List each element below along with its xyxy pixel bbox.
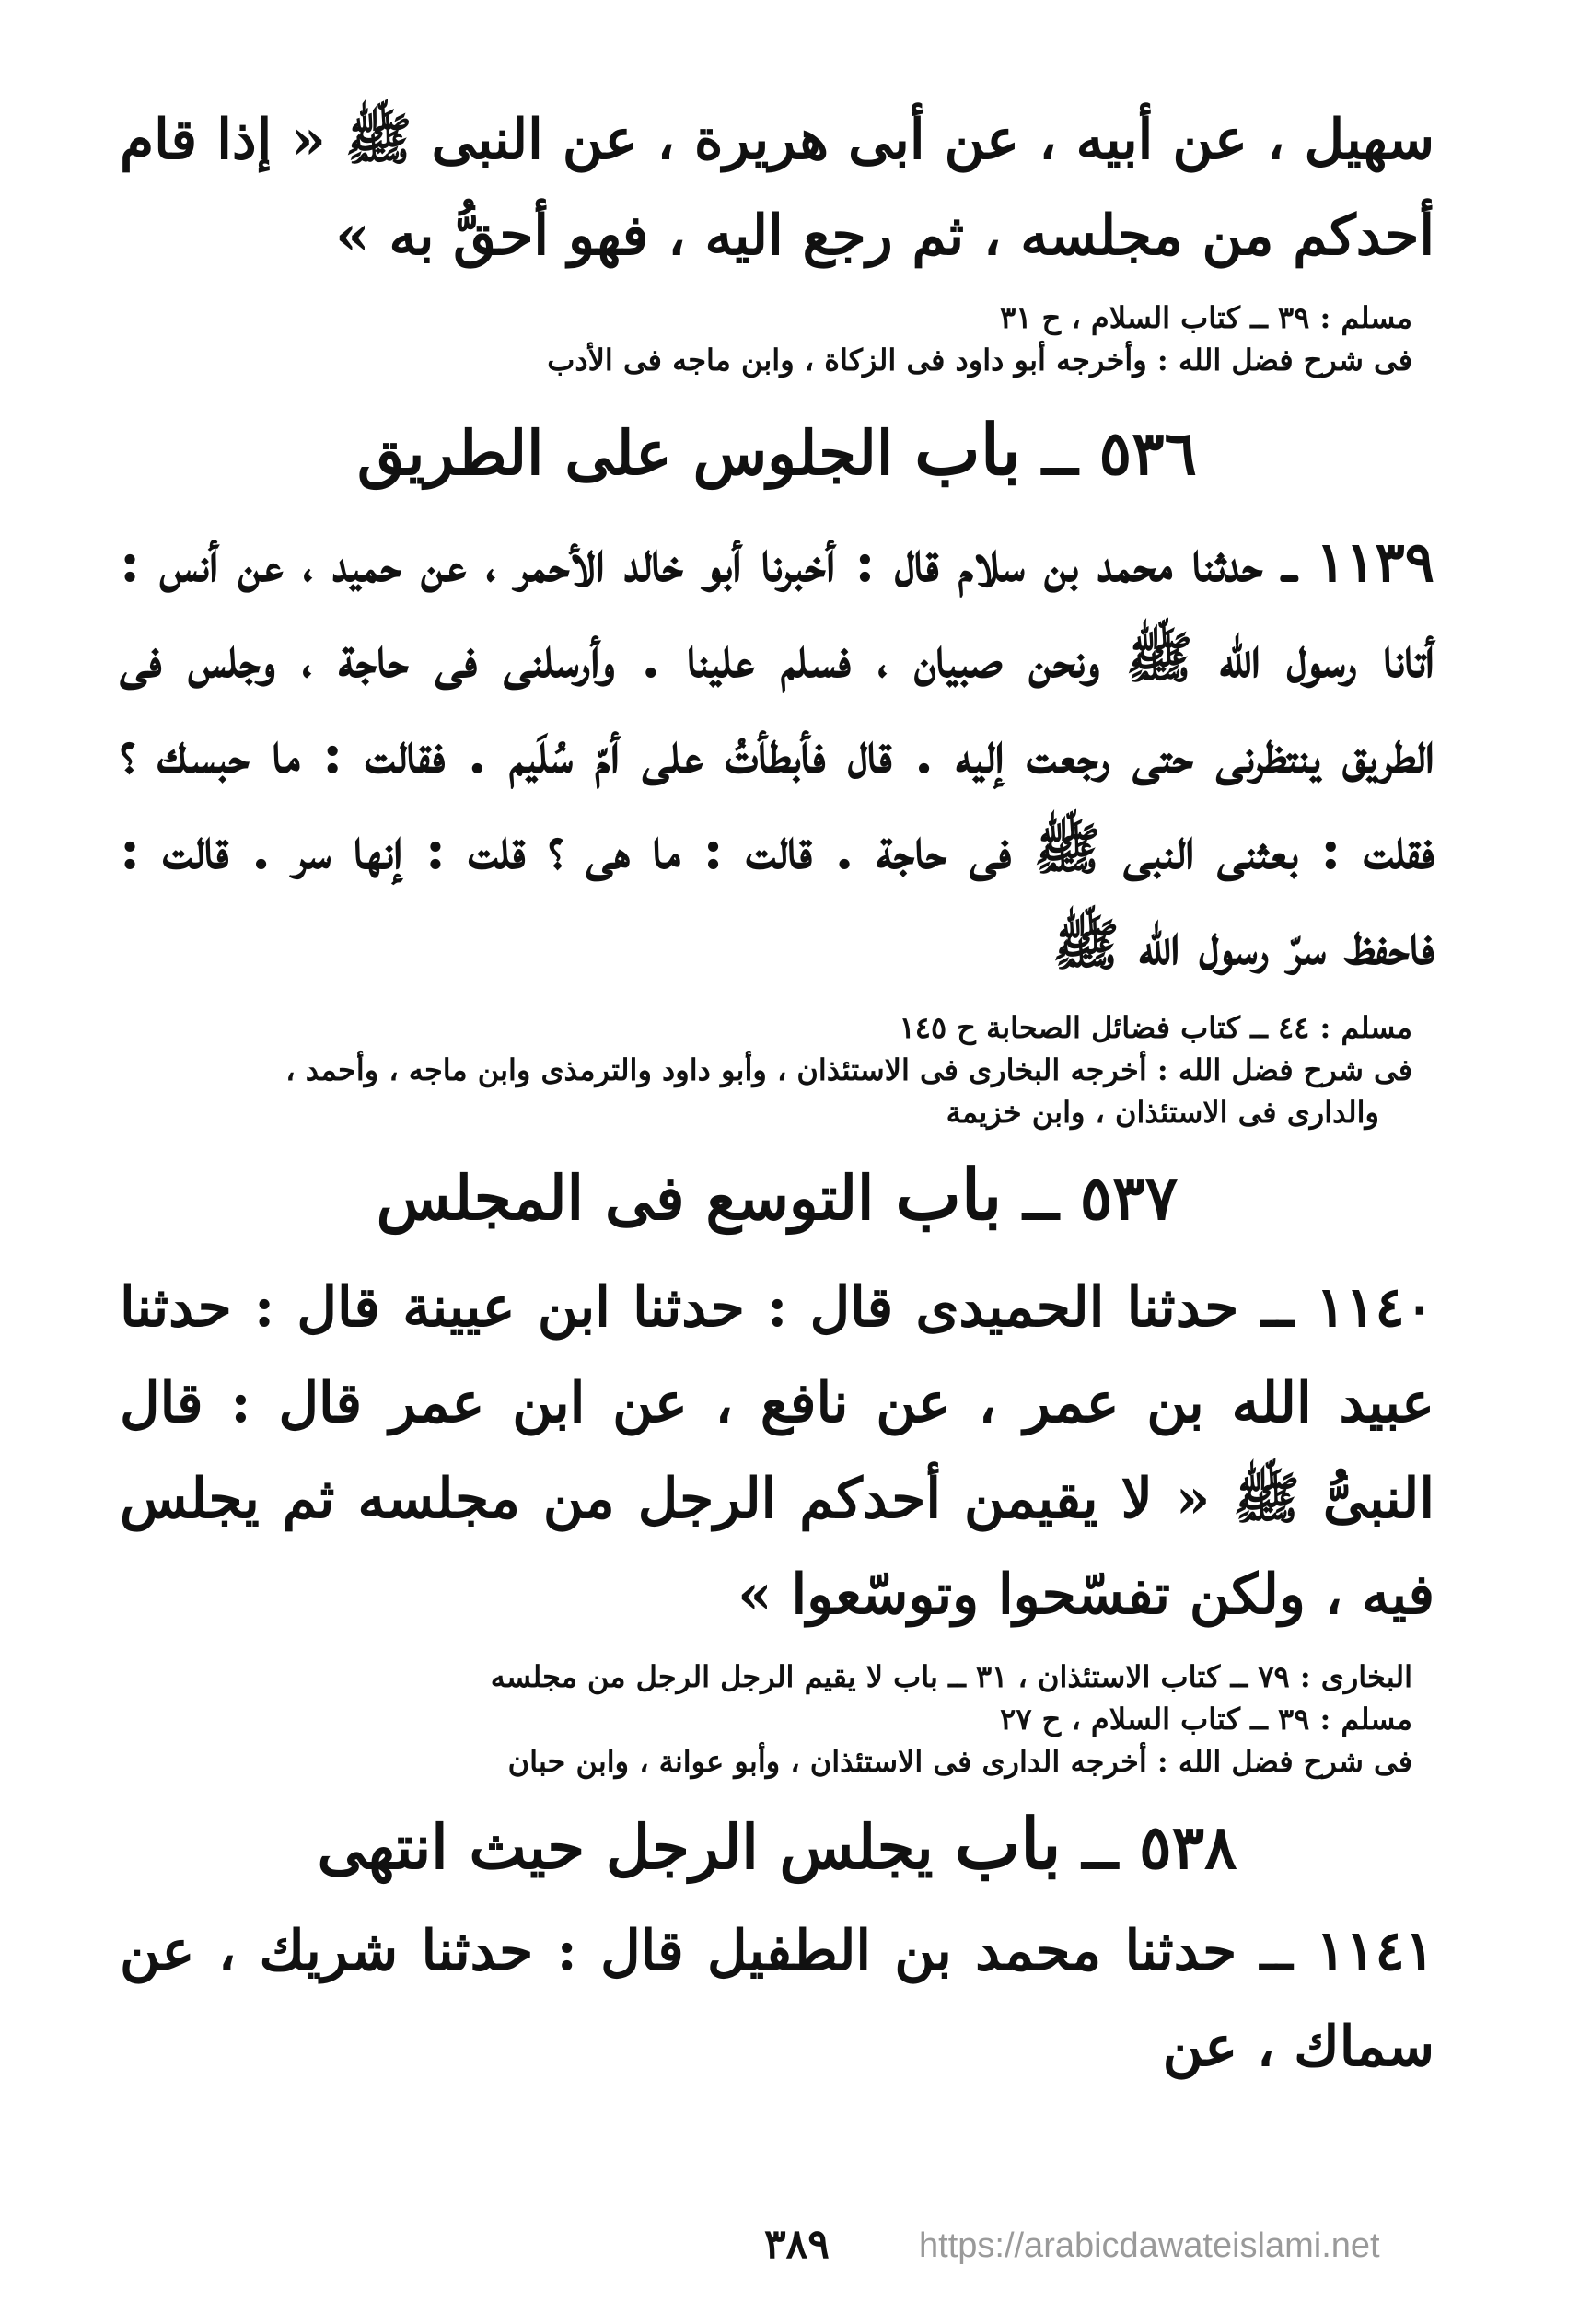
bab-word: باب	[914, 409, 1022, 491]
footnote-block	[120, 1656, 1434, 1783]
chapter-heading	[120, 1154, 1434, 1239]
watermark-url: https://arabicdawateislami.net	[919, 2226, 1380, 2265]
paragraph-text: ١١٤٠ ــ حدثنا الحميدى قال : حدثنا ابن عيينة قال : حدثنا عبيد الله بن عمر ، عن نافع ، عن ابن عمر قال : قال النبىُّ ﷺ « لا يقيمن أحدكم الرجل من مجلسه ثم يجلس فيه ، ولكن تفسّحوا وتوسّعوا »	[120, 1275, 1434, 1627]
hadith-1140	[120, 1260, 1434, 1643]
footnote-line: مسلم : ٣٩ ــ كتاب السلام ، ح ٢٧	[1000, 1702, 1412, 1737]
footnote-line: فى شرح فضل الله : أخرجه البخارى فى الاستئذان ، وأبو داود والترمذى وابن ماجه ، وأحمد ،	[285, 1052, 1412, 1087]
bab-word: باب	[954, 1803, 1062, 1885]
page-footer	[0, 2221, 1591, 2276]
chapter-number: ٥٣٨ ــ	[1082, 1811, 1237, 1883]
chapter-number: ٥٣٦ ــ	[1042, 417, 1198, 489]
chapter-heading	[120, 1803, 1434, 1888]
paragraph-text: سهيل ، عن أبيه ، عن أبى هريرة ، عن النبى ﷺ « إذا قام أحدكم من مجلسه ، ثم رجع اليه ، فهو أحقُّ به »	[120, 108, 1434, 268]
chapter-title: يجلس الرجل حيث انتهى	[317, 1811, 934, 1883]
chapter-heading	[120, 409, 1434, 494]
chapter-title: التوسع فى المجلس	[376, 1162, 875, 1234]
footnote-block	[120, 296, 1434, 381]
footnote-line: فى شرح فضل الله : أخرجه الدارى فى الاستئذان ، وأبو عوانة ، وابن حبان	[507, 1744, 1412, 1779]
paragraph-text: ١١٣٩ ــ حدثنا محمد بن سلام قال : أخبرنا أبو خالد الأحمر ، عن حميد ، عن أنس : أتانا رسول الله ﷺ ونحن صبيان ، فسلم علينا . وأرسلنى فى حاجة ، وجلس فى الطريق ينتظرنى حتى رجعت إليه . قال فأبطأتُ على أمّ سُلَيم . فقالت : ما حبسك ؟ فقلت : بعثنى النبى ﷺ فى حاجة . قالت : ما هى ؟ قلت : إنها سر . قالت : فاحفظ سرّ رسول الله ﷺ	[120, 530, 1434, 978]
hadith-1139	[120, 515, 1434, 994]
page-number: ٣٨٩	[764, 2221, 830, 2268]
footnote-line: مسلم : ٣٩ ــ كتاب السلام ، ح ٣١	[1000, 300, 1412, 335]
hadith-1141	[120, 1903, 1434, 2095]
chapter-title: الجلوس على الطريق	[356, 417, 894, 489]
chapter-number: ٥٣٧ ــ	[1023, 1162, 1179, 1234]
footnote-line: فى شرح فضل الله : وأخرجه أبو داود فى الزكاة ، وابن ماجه فى الأدب	[547, 343, 1412, 378]
paragraph-text: ١١٤١ ــ حدثنا محمد بن الطفيل قال : حدثنا شريك ، عن سماك ، عن	[120, 1919, 1434, 2079]
footnote-line: والدارى فى الاستئذان ، وابن خزيمة	[946, 1095, 1379, 1130]
bab-word: باب	[895, 1154, 1003, 1236]
hadith-continuation	[120, 92, 1434, 284]
footnote-line: مسلم : ٤٤ ــ كتاب فضائل الصحابة ح ١٤٥	[899, 1010, 1412, 1045]
footnote-line: البخارى : ٧٩ ــ كتاب الاستئذان ، ٣١ ــ باب لا يقيم الرجل الرجل من مجلسه	[490, 1659, 1412, 1694]
footnote-block	[120, 1006, 1434, 1133]
